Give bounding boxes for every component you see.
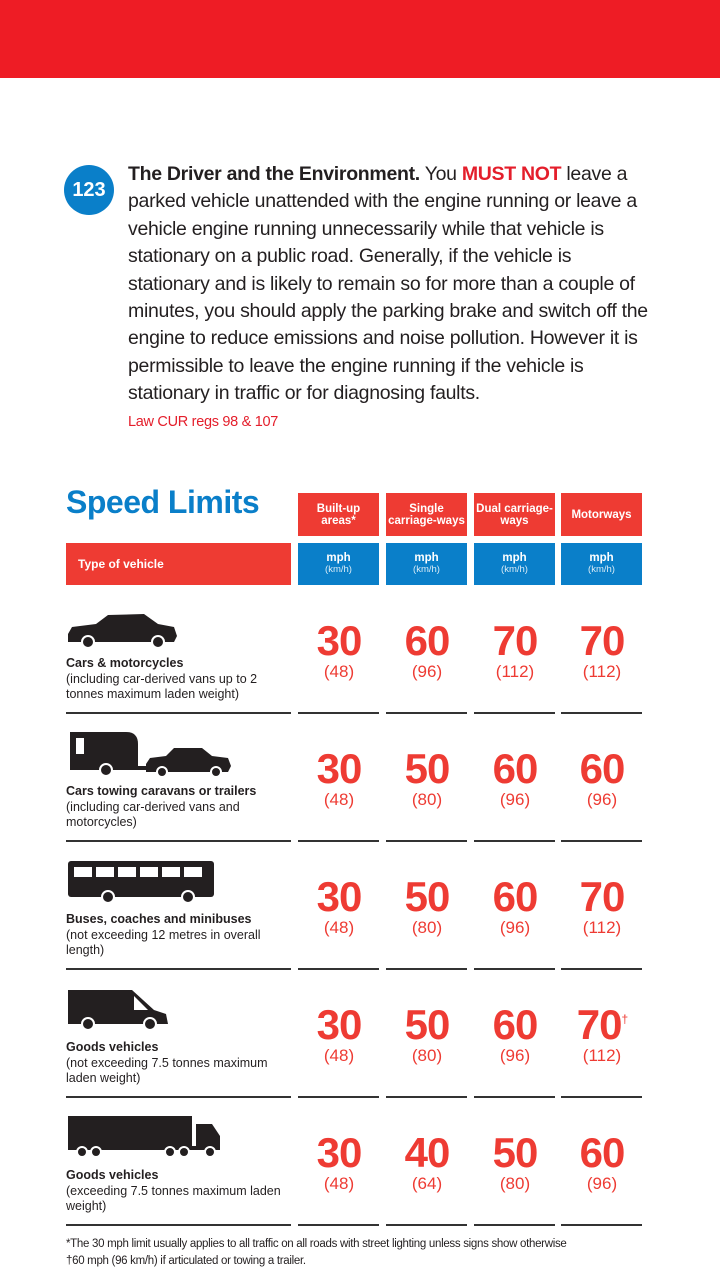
- speed-limit-cell: [386, 1129, 468, 1194]
- speed-limit-cell: [386, 617, 468, 682]
- top-banner: [0, 0, 720, 78]
- kmh-value: (48): [323, 790, 355, 809]
- unit-mph: mph: [589, 552, 614, 564]
- mph-value: 30: [316, 873, 362, 920]
- mph-value: 30: [316, 745, 362, 792]
- mph-value: 60: [492, 745, 538, 792]
- rule-title: The Driver and the Environment.: [128, 163, 420, 185]
- speed-limit-cell: [561, 873, 643, 938]
- vehicle-type: [66, 656, 291, 703]
- kmh-value: (112): [582, 662, 622, 681]
- row-divider: [298, 840, 379, 842]
- unit-kmh: (km/h): [501, 564, 528, 575]
- vehicle-desc: (exceeding 7.5 tonnes maximum laden weight): [66, 1183, 281, 1213]
- rule-text: [128, 161, 648, 408]
- vehicle-name: Goods vehicles: [66, 1040, 159, 1054]
- vehicle-name: Goods vehicles: [66, 1168, 159, 1182]
- mph-value: 70: [579, 873, 625, 920]
- mph-value: 60: [492, 873, 538, 920]
- kmh-value: (80): [499, 1174, 531, 1193]
- speed-limit-cell: [561, 617, 643, 682]
- vehicle-name: Buses, coaches and minibuses: [66, 912, 252, 926]
- vehicle-desc: (not exceeding 7.5 tonnes maximum laden weight): [66, 1055, 268, 1085]
- unit-header: [386, 543, 467, 585]
- mph-value: 60: [579, 1129, 625, 1176]
- row-divider: [66, 1096, 291, 1098]
- car-caravan-icon: [66, 730, 236, 783]
- kmh-value: (64): [411, 1174, 443, 1193]
- kmh-value: (48): [323, 662, 355, 681]
- speed-limit-cell: [298, 1001, 380, 1066]
- mph-value: 60: [492, 1001, 538, 1048]
- unit-kmh: (km/h): [588, 564, 615, 575]
- mph-value: 70: [576, 1001, 622, 1048]
- footnote-1: *The 30 mph limit usually applies to all traffic on all roads with street lighting unless signs show otherwise: [66, 1238, 567, 1250]
- speed-limit-cell: [474, 617, 556, 682]
- row-divider: [474, 840, 555, 842]
- row-divider: [386, 968, 467, 970]
- speed-limit-cell: [474, 745, 556, 810]
- speed-limit-cell: [298, 745, 380, 810]
- law-reference[interactable]: Law CUR regs 98 & 107: [128, 414, 279, 430]
- mph-value: 70: [579, 617, 625, 664]
- kmh-value: (96): [499, 790, 531, 809]
- row-divider: [298, 712, 379, 714]
- row-divider: [386, 712, 467, 714]
- mph-value: 60: [404, 617, 450, 664]
- column-label: Built-up areas*: [316, 502, 361, 527]
- vehicle-type: [66, 1168, 291, 1215]
- mph-value: 50: [404, 1001, 450, 1048]
- column-label: Motorways: [571, 508, 632, 521]
- column-label: Single carriage-ways: [388, 502, 465, 527]
- mph-value: 50: [404, 745, 450, 792]
- speed-limit-cell: [561, 1001, 643, 1066]
- type-of-vehicle-header: [66, 543, 291, 585]
- must-not: MUST NOT: [461, 163, 562, 185]
- mph-value: 30: [316, 1129, 362, 1176]
- row-divider: [561, 712, 642, 714]
- speed-limit-cell: [474, 1129, 556, 1194]
- kmh-value: (80): [411, 790, 443, 809]
- column-header: [561, 493, 642, 536]
- vehicle-desc: (including car-derived vans and motorcycles): [66, 799, 240, 829]
- row-divider: [66, 1224, 291, 1226]
- kmh-value: (96): [499, 918, 531, 937]
- mph-value: 30: [316, 1001, 362, 1048]
- unit-header: [561, 543, 642, 585]
- row-divider: [298, 968, 379, 970]
- speed-limit-cell: [298, 873, 380, 938]
- row-divider: [474, 1224, 555, 1226]
- unit-kmh: (km/h): [413, 564, 440, 575]
- speed-limit-cell: [386, 745, 468, 810]
- row-divider: [66, 712, 291, 714]
- kmh-value: (48): [323, 1046, 355, 1065]
- column-header: [298, 493, 379, 536]
- row-divider: [298, 1224, 379, 1226]
- row-divider: [66, 968, 291, 970]
- vehicle-type: [66, 1040, 291, 1087]
- speed-limit-cell: [298, 617, 380, 682]
- row-divider: [66, 840, 291, 842]
- kmh-value: (48): [323, 1174, 355, 1193]
- vehicle-name: Cars towing caravans or trailers: [66, 784, 257, 798]
- row-divider: [561, 1224, 642, 1226]
- vehicle-name: Cars & motorcycles: [66, 656, 184, 670]
- speed-limit-cell: [474, 873, 556, 938]
- row-divider: [386, 840, 467, 842]
- mph-value: 50: [404, 873, 450, 920]
- row-divider: [386, 1096, 467, 1098]
- kmh-value: (112): [582, 1046, 622, 1065]
- row-divider: [561, 968, 642, 970]
- kmh-value: (80): [411, 1046, 443, 1065]
- kmh-value: (112): [495, 662, 535, 681]
- unit-mph: mph: [502, 552, 527, 564]
- van-icon: [66, 986, 170, 1037]
- column-header: [386, 493, 467, 536]
- column-label: Dual carriage-ways: [476, 502, 553, 527]
- type-header-label: Type of vehicle: [78, 557, 164, 571]
- kmh-value: (96): [411, 662, 443, 681]
- speed-limit-cell: [474, 1001, 556, 1066]
- kmh-value: (96): [499, 1046, 531, 1065]
- mph-value: 30: [316, 617, 362, 664]
- speed-limit-cell: [386, 873, 468, 938]
- vehicle-desc: (including car-derived vans up to 2 tonnes maximum laden weight): [66, 671, 258, 701]
- unit-header: [298, 543, 379, 585]
- kmh-value: (96): [586, 790, 618, 809]
- lorry-icon: [66, 1114, 222, 1165]
- mph-value: 60: [579, 745, 625, 792]
- rule-number-badge: 123: [64, 165, 114, 215]
- row-divider: [474, 968, 555, 970]
- row-divider: [474, 712, 555, 714]
- mph-value: 40: [404, 1129, 450, 1176]
- dagger-mark: †: [621, 1012, 628, 1026]
- row-divider: [561, 1096, 642, 1098]
- row-divider: [561, 840, 642, 842]
- row-divider: [298, 1096, 379, 1098]
- vehicle-desc: (not exceeding 12 metres in overall length): [66, 927, 261, 957]
- bus-icon: [66, 857, 218, 910]
- unit-header: [474, 543, 555, 585]
- speed-limit-cell: [386, 1001, 468, 1066]
- speed-limit-cell: [561, 745, 643, 810]
- speed-limit-cell: [298, 1129, 380, 1194]
- rule-pre: You: [419, 163, 462, 185]
- mph-value: 50: [492, 1129, 538, 1176]
- rule-body: leave a parked vehicle unattended with the engine running or leave a vehicle engine running unnecessarily while that vehicle is stationary on a public road. Generally, if the vehicle is stationary and is likely to remain so for more than a couple of minutes, you should apply the parking brake and switch off the engine to reduce emissions and noise pollution. However it is permissible to leave the engine running if the vehicle is stationary in traffic or for diagnosing faults.: [128, 163, 648, 405]
- unit-kmh: (km/h): [325, 564, 352, 575]
- unit-mph: mph: [326, 552, 351, 564]
- kmh-value: (112): [582, 918, 622, 937]
- footnote-2: †60 mph (96 km/h) if articulated or towing a trailer.: [66, 1255, 306, 1267]
- unit-mph: mph: [414, 552, 439, 564]
- column-header: [474, 493, 555, 536]
- speed-limit-cell: [561, 1129, 643, 1194]
- car-icon: [66, 612, 178, 653]
- kmh-value: (48): [323, 918, 355, 937]
- vehicle-type: [66, 784, 291, 831]
- kmh-value: (80): [411, 918, 443, 937]
- speed-limits-title: Speed Limits: [66, 484, 260, 520]
- vehicle-type: [66, 912, 291, 959]
- row-divider: [386, 1224, 467, 1226]
- mph-value: 70: [492, 617, 538, 664]
- row-divider: [474, 1096, 555, 1098]
- kmh-value: (96): [586, 1174, 618, 1193]
